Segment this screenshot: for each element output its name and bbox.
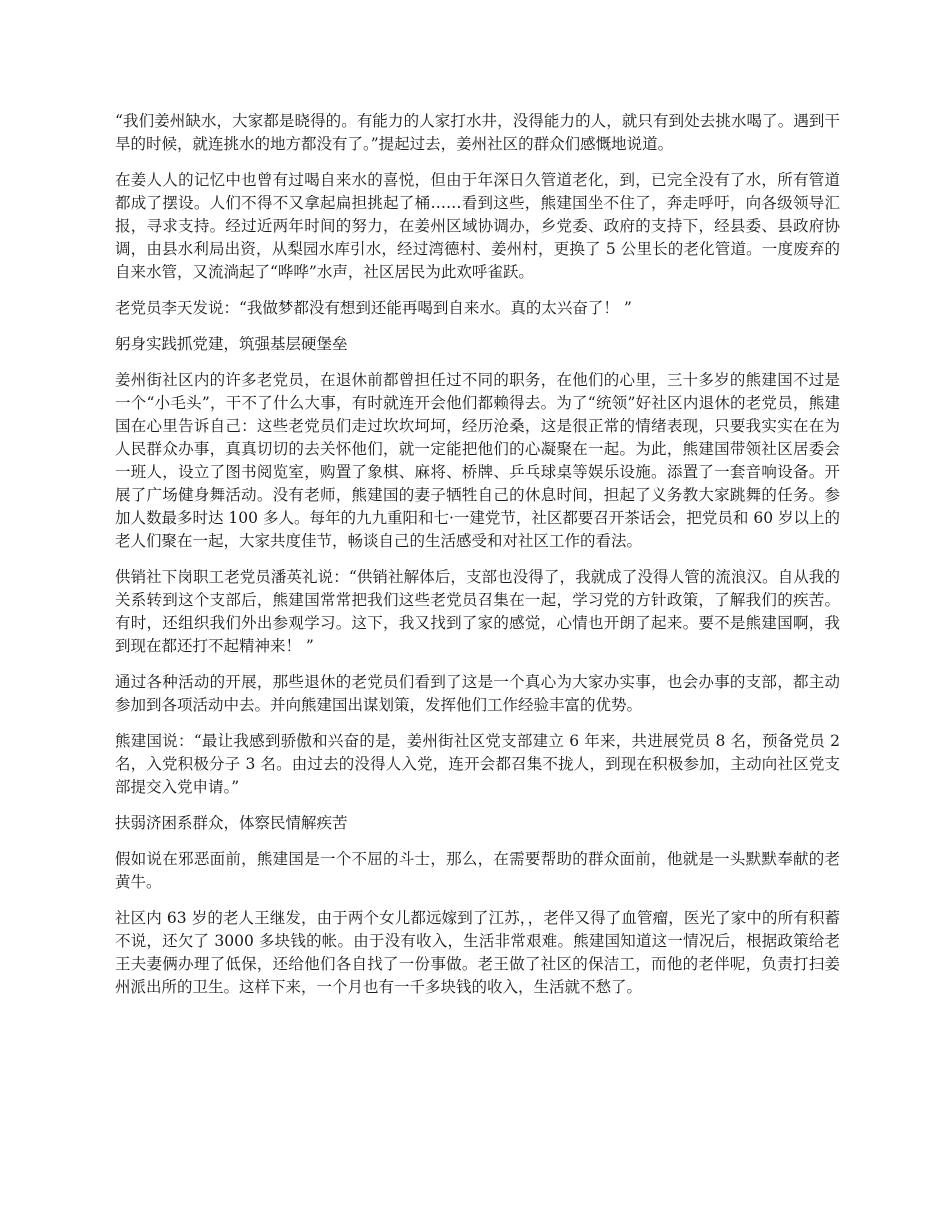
- paragraph-activities: 通过各种活动的开展，那些退休的老党员们看到了这是一个真心为大家办实事，也会办事的支部，都主动参加到各项活动中去。并向熊建国出谋划策，发挥他们工作经验丰富的优势。: [115, 673, 840, 714]
- section-heading-party-building: 躬身实践抓党建，筑强基层硬堡垒: [115, 335, 348, 353]
- document-body: [115, 110, 840, 1012]
- section-heading-helping-poor: 扶弱济困系群众，体察民情解疾苦: [115, 814, 348, 832]
- paragraph-quote-li-tianfa: 老党员李天发说：“我做梦都没有想到还能再喝到自来水。真的太兴奋了！ ”: [115, 299, 632, 317]
- paragraph-quote-pan-yingli: 供销社下岗职工老党员潘英礼说：“供销社解体后，支部也没得了，我就成了没得人管的流浪汉。自从我的关系转到这个支部后，熊建国常常把我们这些老党员召集在一起，学习党的方针政策，了解我们的疾苦。有时，还组织我们外出参观学习。这下，我又找到了家的感觉，心情也开朗了起来。要不是熊建国啊，我到现在都还打不起精神来！ ”: [115, 568, 840, 655]
- paragraph-wang-jifa: 社区内 63 岁的老人王继发，由于两个女儿都远嫁到了江苏，，老伴又得了血管瘤，医光了家中的所有积蓄不说，还欠了 3000 多块钱的帐。由于没有收入，生活非常艰难。熊建国知道这一情况后，根据政策给老王夫妻俩办理了低保，还给他们各自找了一份事做。老王做了社区的保洁工，而他的老伴呢，负责打扫姜州派出所的卫生。这样下来，一个月也有一千多块钱的收入，生活就不愁了。: [115, 909, 840, 996]
- paragraph-pipe-renewal: 在姜人人的记忆中也曾有过喝自来水的喜悦，但由于年深日久管道老化，到，已完全没有了水，所有管道都成了摆设。人们不得不又拿起扁担挑起了桶……看到这些，熊建国坐不住了，奔走呼吁，向各级领导汇报，寻求支持。经过近两年时间的努力，在姜州区域协调办，乡党委、政府的支持下，经县委、县政府协调，由县水利局出资，从梨园水库引水，经过湾德村、姜州村，更换了 5 公里长的老化管道。一度废弃的自来水管，又流淌起了“哗哗”水声，社区居民为此欢呼雀跃。: [115, 171, 840, 281]
- paragraph-water-shortage: “我们姜州缺水，大家都是晓得的。有能力的人家打水井，没得能力的人，就只有到处去挑水喝了。遇到干旱的时候，就连挑水的地方都没有了。”提起过去，姜州社区的群众们感慨地说道。: [115, 112, 840, 153]
- paragraph-old-party-members: 姜州街社区内的许多老党员，在退休前都曾担任过不同的职务，在他们的心里，三十多岁的熊建国不过是一个“小毛头”，干不了什么大事，有时就连开会他们都赖得去。为了“统领”好社区内退休的老党员，熊建国在心里告诉自己：这些老党员们走过坎坎坷坷，经历沧桑，这是很正常的情绪表现，只要我实实在在为人民群众办事，真真切切的去关怀他们，就一定能把他们的心凝聚在一起。为此，熊建国带领社区居委会一班人，设立了图书阅览室，购置了象棋、麻将、桥牌、乒乓球桌等娱乐设施。添置了一套音响设备。开展了广场健身舞活动。没有老师，熊建国的妻子牺牲自己的休息时间，担起了义务教大家跳舞的任务。参加人数最多时达 100 多人。每年的九九重阳和七·一建党节，社区都要召开茶话会，把党员和 60 岁以上的老人们聚在一起，大家共度佳节，畅谈自己的生活感受和对社区工作的看法。: [115, 371, 840, 550]
- paragraph-old-ox: 假如说在邪恶面前，熊建国是一个不屈的斗士，那么，在需要帮助的群众面前，他就是一头默默奉献的老黄牛。: [115, 850, 840, 891]
- paragraph-quote-xiong-jianguo: 熊建国说：“最让我感到骄傲和兴奋的是，姜州街社区党支部建立 6 年来，共进展党员 8 名，预备党员 2 名，入党积极分子 3 名。由过去的没得人入党，连开会都召集不拢人，到现在积极参加，主动向社区党支部提交入党申请。”: [115, 732, 840, 796]
